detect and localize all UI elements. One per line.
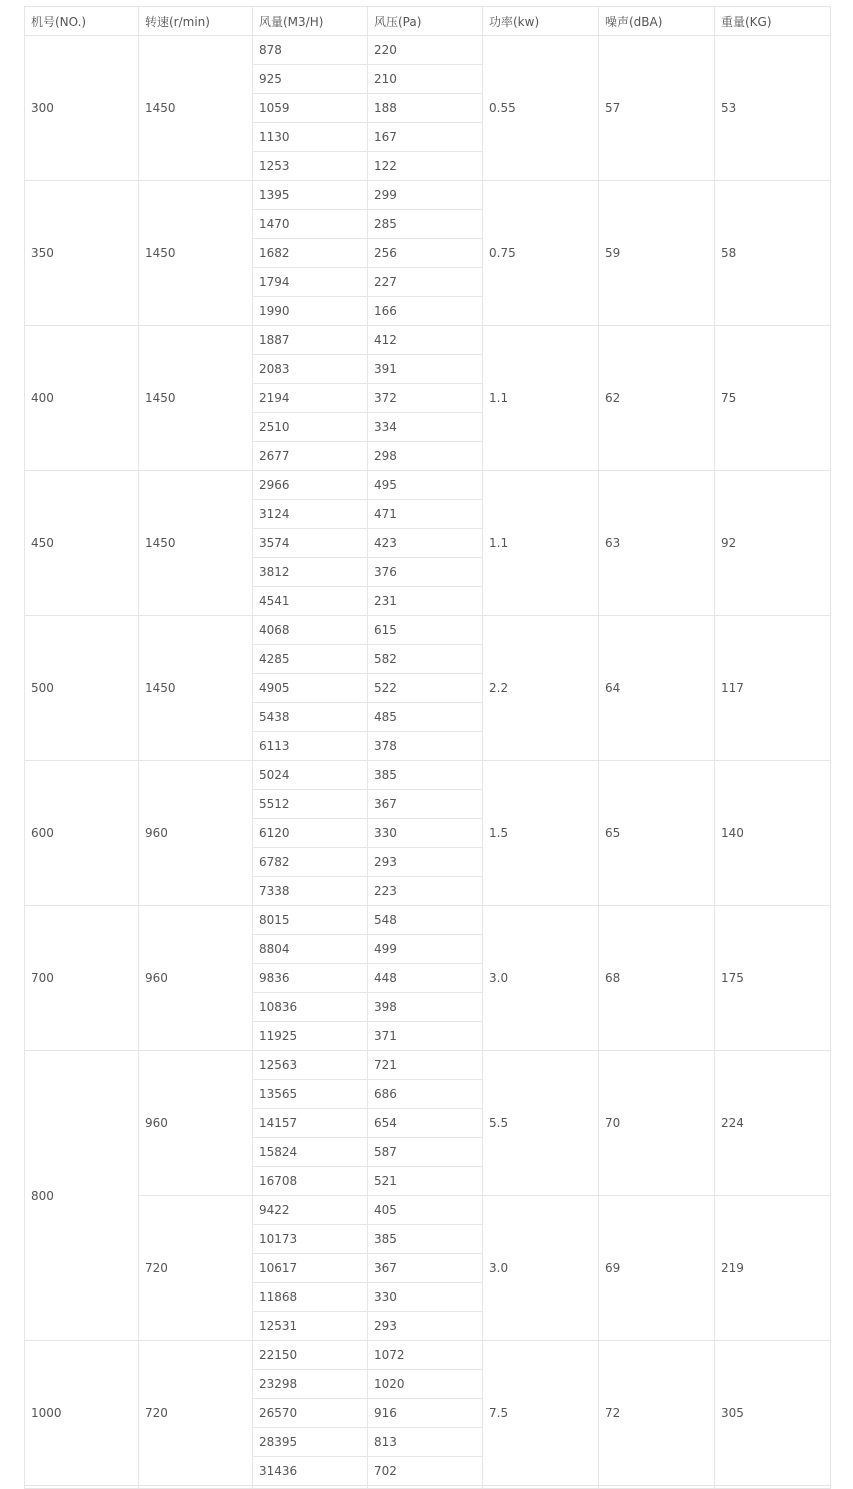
airflow-cell: 1470 (253, 210, 368, 239)
speed-cell: 720 (139, 1196, 253, 1341)
model-no-cell: 700 (25, 906, 139, 1051)
speed-cell: 960 (139, 761, 253, 906)
pressure-cell: 210 (368, 65, 483, 94)
pressure-cell: 299 (368, 181, 483, 210)
airflow-cell: 31436 (253, 1457, 368, 1486)
airflow-cell: 9422 (253, 1196, 368, 1225)
pressure-cell: 231 (368, 587, 483, 616)
speed-cell: 1450 (139, 36, 253, 181)
table-row (25, 1051, 831, 1080)
airflow-cell: 8804 (253, 935, 368, 964)
header-weight: 重量(KG) (715, 7, 831, 36)
power-cell: 3.0 (483, 1196, 599, 1341)
pressure-cell: 293 (368, 1312, 483, 1341)
power-cell: 2.2 (483, 616, 599, 761)
pressure-cell: 412 (368, 326, 483, 355)
airflow-cell: 1253 (253, 152, 368, 181)
speed-cell: 1450 (139, 326, 253, 471)
airflow-cell: 3574 (253, 529, 368, 558)
pressure-cell: 522 (368, 674, 483, 703)
airflow-cell: 12531 (253, 1312, 368, 1341)
pressure-cell: 686 (368, 1080, 483, 1109)
airflow-cell: 10617 (253, 1254, 368, 1283)
airflow-cell: 925 (253, 65, 368, 94)
noise-cell: 70 (599, 1051, 715, 1196)
weight-cell: 92 (715, 471, 831, 616)
pressure-cell: 256 (368, 239, 483, 268)
airflow-cell: 28395 (253, 1428, 368, 1457)
power-cell: 3.0 (483, 906, 599, 1051)
pressure-cell: 371 (368, 1022, 483, 1051)
power-cell: 7.5 (483, 1341, 599, 1486)
empty-cell (25, 1486, 139, 1489)
table-body (25, 7, 831, 1489)
pressure-cell: 587 (368, 1138, 483, 1167)
airflow-cell: 1794 (253, 268, 368, 297)
empty-cell (483, 1486, 599, 1489)
airflow-cell: 1990 (253, 297, 368, 326)
pressure-cell: 227 (368, 268, 483, 297)
noise-cell: 69 (599, 1196, 715, 1341)
pressure-cell: 405 (368, 1196, 483, 1225)
speed-cell: 1450 (139, 471, 253, 616)
speed-cell: 1450 (139, 181, 253, 326)
weight-cell: 117 (715, 616, 831, 761)
airflow-cell: 2966 (253, 471, 368, 500)
pressure-cell: 167 (368, 123, 483, 152)
airflow-cell: 1059 (253, 94, 368, 123)
model-no-cell: 1000 (25, 1341, 139, 1486)
airflow-cell: 11925 (253, 1022, 368, 1051)
pressure-cell: 1020 (368, 1370, 483, 1399)
noise-cell: 59 (599, 181, 715, 326)
pressure-cell: 285 (368, 210, 483, 239)
table-row (25, 1341, 831, 1370)
pressure-cell: 372 (368, 384, 483, 413)
header-model-no: 机号(NO.) (25, 7, 139, 36)
empty-cell (368, 1486, 483, 1489)
airflow-cell: 6782 (253, 848, 368, 877)
airflow-cell: 4905 (253, 674, 368, 703)
airflow-cell: 5438 (253, 703, 368, 732)
pressure-cell: 485 (368, 703, 483, 732)
airflow-cell: 10173 (253, 1225, 368, 1254)
speed-cell: 960 (139, 1051, 253, 1196)
airflow-cell: 13565 (253, 1080, 368, 1109)
empty-cell (715, 1486, 831, 1489)
pressure-cell: 367 (368, 790, 483, 819)
power-cell: 1.1 (483, 326, 599, 471)
pressure-cell: 367 (368, 1254, 483, 1283)
noise-cell: 68 (599, 906, 715, 1051)
pressure-cell: 813 (368, 1428, 483, 1457)
model-no-cell: 350 (25, 181, 139, 326)
airflow-cell: 6113 (253, 732, 368, 761)
noise-cell: 72 (599, 1341, 715, 1486)
airflow-cell: 2677 (253, 442, 368, 471)
pressure-cell: 385 (368, 1225, 483, 1254)
pressure-cell: 223 (368, 877, 483, 906)
pressure-cell: 378 (368, 732, 483, 761)
header-row (25, 7, 831, 36)
pressure-cell: 654 (368, 1109, 483, 1138)
weight-cell: 75 (715, 326, 831, 471)
power-cell: 1.1 (483, 471, 599, 616)
airflow-cell: 1682 (253, 239, 368, 268)
header-speed: 转速(r/min) (139, 7, 253, 36)
airflow-cell: 1395 (253, 181, 368, 210)
airflow-cell: 6120 (253, 819, 368, 848)
table-row (25, 471, 831, 500)
airflow-cell: 23298 (253, 1370, 368, 1399)
header-noise: 噪声(dBA) (599, 7, 715, 36)
airflow-cell: 4285 (253, 645, 368, 674)
table-row (25, 761, 831, 790)
pressure-cell: 471 (368, 500, 483, 529)
pressure-cell: 499 (368, 935, 483, 964)
pressure-cell: 122 (368, 152, 483, 181)
pressure-cell: 582 (368, 645, 483, 674)
power-cell: 1.5 (483, 761, 599, 906)
airflow-cell: 14157 (253, 1109, 368, 1138)
table-row (25, 616, 831, 645)
power-cell: 0.55 (483, 36, 599, 181)
power-cell: 5.5 (483, 1051, 599, 1196)
airflow-cell: 9836 (253, 964, 368, 993)
pressure-cell: 398 (368, 993, 483, 1022)
weight-cell: 224 (715, 1051, 831, 1196)
airflow-cell: 878 (253, 36, 368, 65)
pressure-cell: 548 (368, 906, 483, 935)
pressure-cell: 330 (368, 1283, 483, 1312)
airflow-cell: 12563 (253, 1051, 368, 1080)
pressure-cell: 448 (368, 964, 483, 993)
empty-cell (139, 1486, 253, 1489)
model-no-cell: 450 (25, 471, 139, 616)
model-no-cell: 600 (25, 761, 139, 906)
airflow-cell: 3812 (253, 558, 368, 587)
airflow-cell: 26570 (253, 1399, 368, 1428)
weight-cell: 58 (715, 181, 831, 326)
model-no-cell: 300 (25, 36, 139, 181)
airflow-cell: 2510 (253, 413, 368, 442)
airflow-cell: 4068 (253, 616, 368, 645)
header-pressure: 风压(Pa) (368, 7, 483, 36)
weight-cell: 140 (715, 761, 831, 906)
noise-cell: 63 (599, 471, 715, 616)
airflow-cell: 15824 (253, 1138, 368, 1167)
pressure-cell: 166 (368, 297, 483, 326)
pressure-cell: 916 (368, 1399, 483, 1428)
fan-spec-table (24, 6, 831, 1489)
pressure-cell: 521 (368, 1167, 483, 1196)
airflow-cell: 2083 (253, 355, 368, 384)
airflow-cell: 22150 (253, 1341, 368, 1370)
empty-cell (253, 1486, 368, 1489)
weight-cell: 53 (715, 36, 831, 181)
header-power: 功率(kw) (483, 7, 599, 36)
airflow-cell: 5024 (253, 761, 368, 790)
weight-cell: 305 (715, 1341, 831, 1486)
airflow-cell: 5512 (253, 790, 368, 819)
noise-cell: 62 (599, 326, 715, 471)
table-row (25, 1486, 831, 1489)
pressure-cell: 495 (368, 471, 483, 500)
model-no-cell: 800 (25, 1051, 139, 1341)
power-cell: 0.75 (483, 181, 599, 326)
pressure-cell: 702 (368, 1457, 483, 1486)
noise-cell: 64 (599, 616, 715, 761)
pressure-cell: 376 (368, 558, 483, 587)
airflow-cell: 7338 (253, 877, 368, 906)
airflow-cell: 4541 (253, 587, 368, 616)
pressure-cell: 721 (368, 1051, 483, 1080)
pressure-cell: 334 (368, 413, 483, 442)
pressure-cell: 615 (368, 616, 483, 645)
pressure-cell: 385 (368, 761, 483, 790)
weight-cell: 175 (715, 906, 831, 1051)
table-row (25, 1196, 831, 1225)
airflow-cell: 2194 (253, 384, 368, 413)
airflow-cell: 3124 (253, 500, 368, 529)
table-row (25, 181, 831, 210)
table-row (25, 906, 831, 935)
pressure-cell: 423 (368, 529, 483, 558)
weight-cell: 219 (715, 1196, 831, 1341)
pressure-cell: 220 (368, 36, 483, 65)
speed-cell: 1450 (139, 616, 253, 761)
airflow-cell: 1887 (253, 326, 368, 355)
empty-cell (599, 1486, 715, 1489)
airflow-cell: 1130 (253, 123, 368, 152)
pressure-cell: 391 (368, 355, 483, 384)
noise-cell: 65 (599, 761, 715, 906)
header-airflow: 风量(M3/H) (253, 7, 368, 36)
airflow-cell: 16708 (253, 1167, 368, 1196)
pressure-cell: 293 (368, 848, 483, 877)
pressure-cell: 330 (368, 819, 483, 848)
pressure-cell: 298 (368, 442, 483, 471)
speed-cell: 960 (139, 906, 253, 1051)
pressure-cell: 188 (368, 94, 483, 123)
model-no-cell: 400 (25, 326, 139, 471)
pressure-cell: 1072 (368, 1341, 483, 1370)
airflow-cell: 10836 (253, 993, 368, 1022)
airflow-cell: 8015 (253, 906, 368, 935)
noise-cell: 57 (599, 36, 715, 181)
table-row (25, 36, 831, 65)
table-row (25, 326, 831, 355)
model-no-cell: 500 (25, 616, 139, 761)
airflow-cell: 11868 (253, 1283, 368, 1312)
speed-cell: 720 (139, 1341, 253, 1486)
